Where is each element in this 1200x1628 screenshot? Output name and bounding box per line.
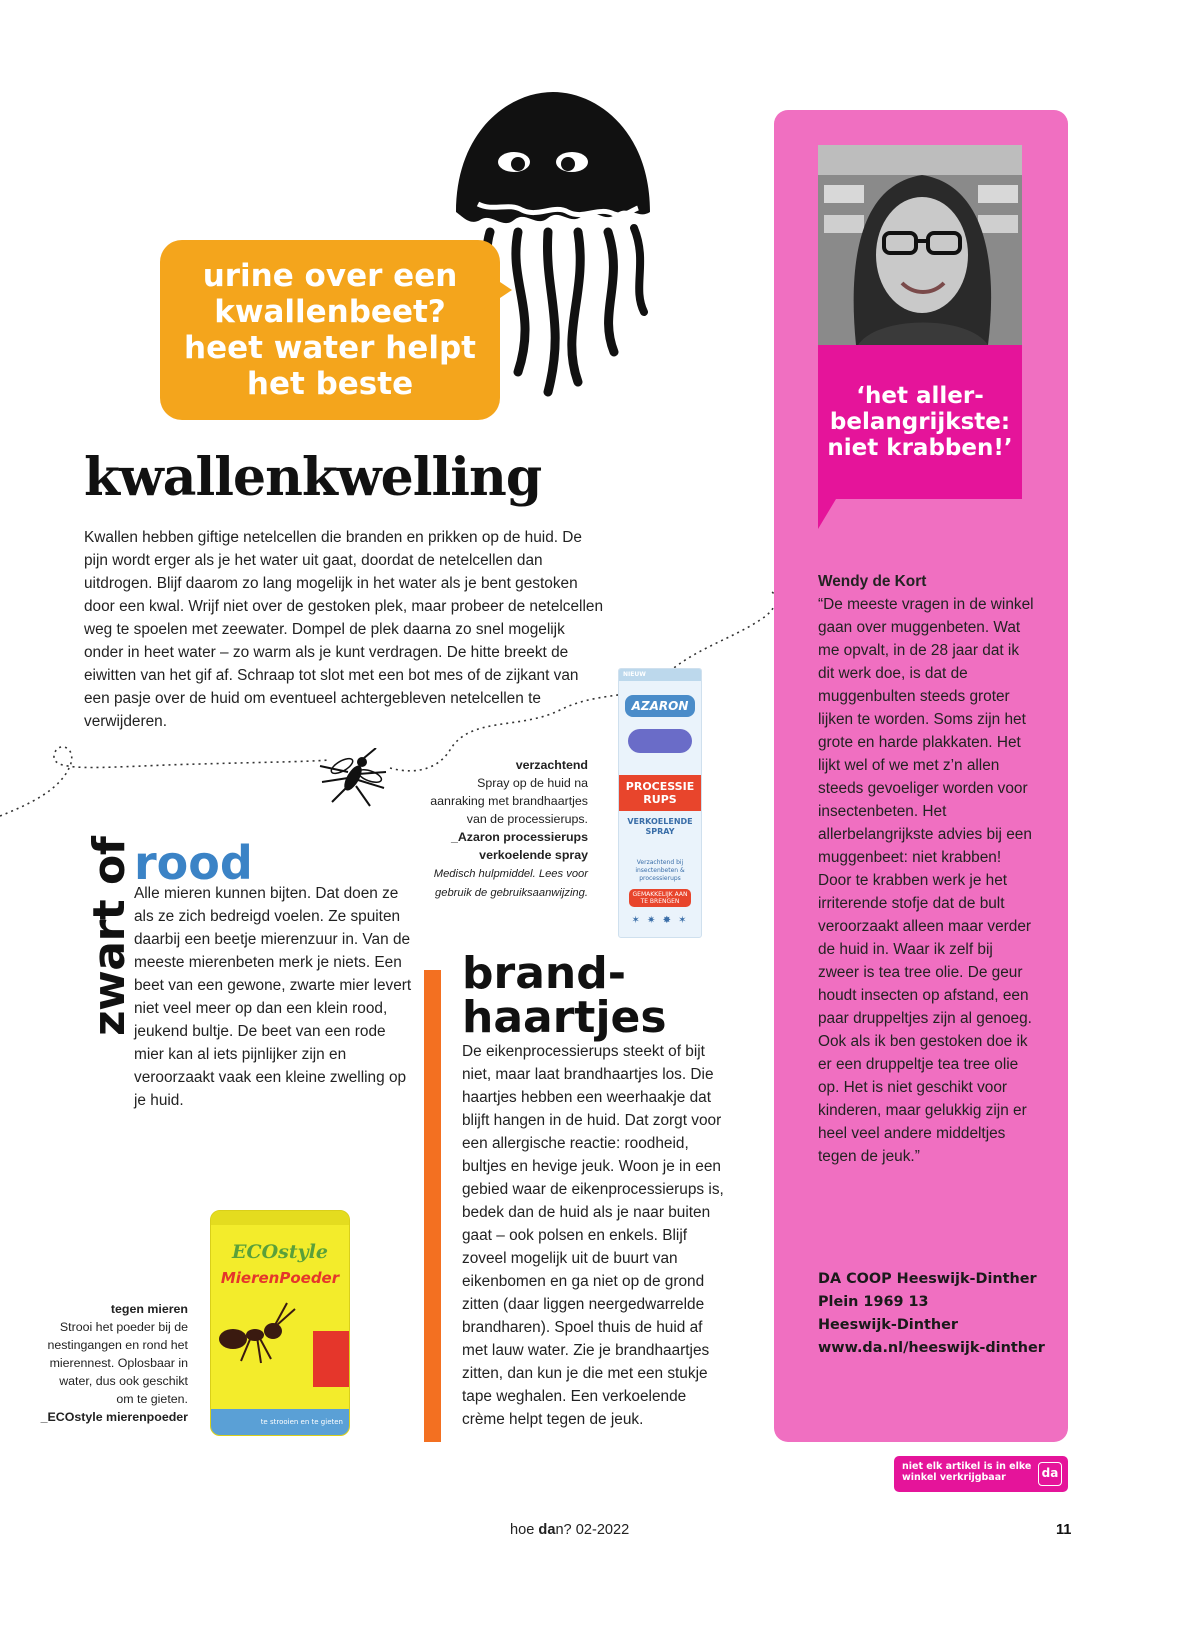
azaron-caption-body: Spray op de huid na aanraking met brandhaartjes van de processierups. <box>430 776 588 826</box>
expert-text-block <box>818 570 1036 1168</box>
da-logo: da <box>1038 1462 1062 1486</box>
azaron-pack-title: PROCESSIE RUPS <box>619 775 701 811</box>
ecostyle-caption-head: tegen mieren <box>110 1302 188 1316</box>
jellyfish-speech-bubble <box>160 240 500 420</box>
kwallen-body: Kwallen hebben giftige netelcellen die branden en prikken op de huid. De pijn wordt erger als je het water uit gaat, doordat de netelcellen dan uitdrogen. Blijf daarom zo lang mogelijk in het water als je bent gestoken door een kwal. Wrijf niet over de gestoken plek, maar probeer de netelcellen weg te spoelen met zeewater. Dompel de plek daarna zo snel mogelijk onder in heet water – zo warm als je kunt verdragen. De hitte breekt de eiwitten van het gif af. Schraap tot slot met een bot mes of de zijkant van een pasje over de huid om eventueel achtergebleven netelcellen te verwijderen. <box>84 529 604 730</box>
availability-disclaimer <box>894 1456 1068 1492</box>
footer-post: n? 02-2022 <box>555 1522 630 1538</box>
kwallen-heading: kwallenkwelling <box>84 447 542 508</box>
ecostyle-bottom-band: te strooien en te gieten <box>211 1409 349 1435</box>
mosquito-icon <box>318 748 388 808</box>
magazine-footer <box>510 1522 629 1538</box>
azaron-caption-note: Medisch hulpmiddel. Lees voor gebruik de gebruiksaanwijzing. <box>433 868 588 899</box>
caterpillar-icon <box>628 729 692 753</box>
mieren-body: Alle mieren kunnen bijten. Dat doen ze als ze zich bedreigd voelen. Ze spuiten daarbij een beetje mierenzuur in. Van de meeste mierenbeten merk je niets. Een beet van een gewone, zwarte mier levert niet veel meer op dan een klein rood, jeukend bultje. De beet van een rode mier kan al iets pijnlijker zijn en veroorzaakt vaak een kleine zwelling op je huid. <box>134 885 412 1109</box>
azaron-caption-product: _Azaron processierups verkoelende spray <box>450 830 588 862</box>
brandhaartjes-heading: brand- haartjes <box>462 948 667 1043</box>
ecostyle-caption-product: _ECOstyle mierenpoeder <box>40 1410 188 1424</box>
store-info <box>818 1268 1048 1360</box>
expert-quote-bubble <box>818 345 1022 499</box>
ecostyle-mierenpoeder-product <box>210 1210 350 1436</box>
rood-heading: rood <box>134 836 253 890</box>
disclaimer-line1: niet elk artikel is in elke <box>902 1461 1032 1472</box>
ant-icon <box>211 1299 301 1369</box>
azaron-caption-head: verzachtend <box>515 758 588 772</box>
footer-pre: hoe <box>510 1522 539 1538</box>
azaron-brand: AZARON <box>625 695 695 717</box>
ecostyle-caption-body: Strooi het poeder bij de nestingangen en rond het mierennest. Oplosbaar in water, dus ook geschikt om te gieten. <box>47 1320 188 1406</box>
footer-bold: da <box>538 1522 556 1538</box>
expert-text: “De meeste vragen in de winkel gaan over muggenbeten. Wat me opvalt, in de 28 jaar dat ik dit werk doe, is dat de muggenbulten steeds groter lijken te worden. Soms zijn het grote en harde plakkaten. Het lijkt wel of we met z’n allen steeds gevoeliger worden voor insectenbeten. Het allerbelangrijkste advies bij een muggenbeet: niet krabben! Door te krabben werk je het irriterende stofje dat de bult veroorzaakt alleen maar verder de huid in. Waar ik zelf bij zweer is tea tree olie. De geur houdt insecten op afstand, een paar druppeltjes zijn al genoeg. Ook als ik ben gestoken doe ik er een druppeltje tea tree olie op. Het is niet geschikt voor kinderen, maar gelukkig zijn er heel veel andere middeltjes tegen de jeuk.” <box>818 596 1034 1165</box>
page-number: 11 <box>1056 1522 1072 1538</box>
store-name: DA COOP Heeswijk-Dinther <box>818 1271 1037 1287</box>
orange-accent-bar <box>424 970 441 1442</box>
ecostyle-caption <box>40 1300 188 1426</box>
bubble-text: urine over een kwallenbeet? heet water helpt het beste <box>184 258 476 402</box>
azaron-pack-small: Verzachtend bij insectenbeten & processierups <box>635 859 685 882</box>
ecostyle-product-name: MierenPoeder <box>220 1269 340 1287</box>
zwart-of-label: zwart of <box>84 836 135 1036</box>
azaron-pack-button: GEMAKKELIJK AAN TE BRENGEN <box>629 889 691 907</box>
store-address: Plein 1969 13 <box>818 1294 929 1310</box>
store-url[interactable]: www.da.nl/heeswijk-dinther <box>818 1340 1045 1356</box>
azaron-badge: NIEUW <box>619 669 701 681</box>
expert-name: Wendy de Kort <box>818 573 927 590</box>
disclaimer-line2: winkel verkrijgbaar <box>902 1472 1006 1483</box>
insect-icons: ✶ ✷ ✸ ✶ <box>631 915 689 926</box>
store-city: Heeswijk-Dinther <box>818 1317 958 1333</box>
ecostyle-brand: ECOstyle <box>232 1241 328 1263</box>
azaron-caption <box>420 756 588 902</box>
brandhaartjes-body: De eikenprocessierups steekt of bijt niet, maar laat brandhaartjes los. Die haartjes hebben een weerhaakje dat blijft hangen in de huid. Dat zorgt voor een allergische reactie: roodheid, bultjes en hevige jeuk. Woon je in een gebied waar de eikenprocessierups is, bedek dan de huid als je naar buiten gaat – ook polsen en enkels. Blijf zoveel mogelijk uit de buurt van eikenbomen en ga niet op de grond zitten (daar liggen neergedwarrelde brandharen). Spoel thuis de huid af met lauw water. Zie je brandhaartjes zitten, dan kun je die met een stukje tape weghalen. Een verkoelende crème helpt tegen de jeuk. <box>462 1043 724 1428</box>
expert-quote: ‘het aller- belangrijkste: niet krabben!’ <box>827 383 1013 461</box>
azaron-spray-product <box>618 668 702 938</box>
expert-portrait-photo <box>818 145 1022 345</box>
ecostyle-side-label <box>313 1331 349 1387</box>
azaron-pack-subtitle: VERKOELENDE SPRAY <box>627 817 693 836</box>
